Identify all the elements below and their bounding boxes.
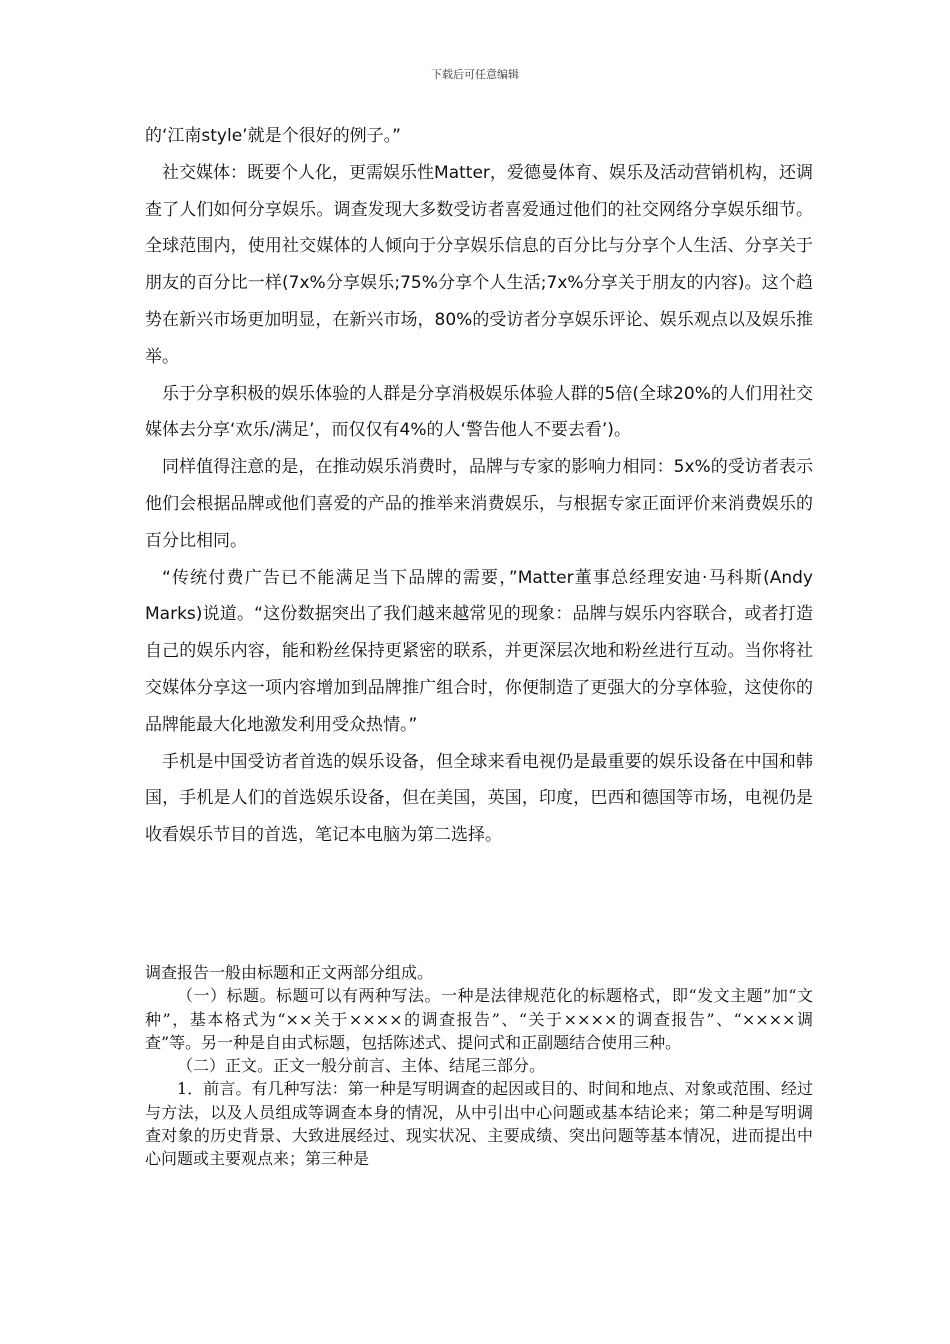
article-body — [145, 118, 813, 854]
paragraph: 乐于分享积极的娱乐体验的人群是分享消极娱乐体验人群的5倍(全球20%的人们用社交媒体去分享‘欢乐/满足’，而仅仅有4%的人‘警告他人不要去看’)。 — [145, 383, 813, 441]
preface-paragraph: 1．前言。有几种写法：第一种是写明调查的起因或目的、时间和地点、对象或范围、经过与方法，以及人员组成等调查本身的情况，从中引出中心问题或基本结论来；第二种是写明调查对象的历史背景、大致进展经过、现实状况、主要成绩、突出问题等基本情况，进而提出中心问题或主要观点来；第三种是 — [145, 1079, 813, 1169]
body-paragraph: （二）正文。正文一般分前言、主体、结尾三部分。 — [177, 1056, 546, 1076]
page-header: 下载后可任意编辑 — [431, 68, 519, 81]
section-intro: 调查报告一般由标题和正文两部分组成。 — [145, 963, 434, 982]
paragraph: 同样值得注意的是，在推动娱乐消费时，品牌与专家的影响力相同：5x%的受访者表示他们会根据品牌或他们喜爱的产品的推举来消费娱乐，与根据专家正面评价来消费娱乐的百分比相同。 — [145, 457, 813, 551]
title-paragraph: （一）标题。标题可以有两种写法。一种是法律规范化的标题格式，即“发文主题”加“文种”，基本格式为“××关于××××的调查报告”、“关于××××的调查报告”、“××××调查”等。另一种是自由式标题，包括陈述式、提问式和正副题结合使用三种。 — [145, 986, 813, 1052]
paragraph: 社交媒体：既要个人化，更需娱乐性Matter，爱德曼体育、娱乐及活动营销机构，还调查了人们如何分享娱乐。调查发现大多数受访者喜爱通过他们的社交网络分享娱乐细节。全球范围内，使用社交媒体的人倾向于分享娱乐信息的百分比与分享个人生活、分享关于朋友的百分比一样(7x%分享娱乐;75%分享个人生活;7x%分享关于朋友的内容)。这个趋势在新兴市场更加明显，在新兴市场，80%的受访者分享娱乐评论、娱乐观点以及娱乐推举。 — [145, 162, 813, 367]
paragraph: “传统付费广告已不能满足当下品牌的需要，”Matter董事总经理安迪·马科斯(Andy Marks)说道。“这份数据突出了我们越来越常见的现象：品牌与娱乐内容联合，或者打造自己的娱乐内容，能和粉丝保持更紧密的联系，并更深层次地和粉丝进行互动。当你将社交媒体分享这一项内容增加到品牌推广组合时，你便制造了更强大的分享体验，这使你的品牌能最大化地激发利用受众热情。” — [145, 567, 813, 735]
paragraph: 手机是中国受访者首选的娱乐设备，但全球来看电视仍是最重要的娱乐设备在中国和韩国，手机是人们的首选娱乐设备，但在美国，英国，印度，巴西和德国等市场，电视仍是收看娱乐节目的首选，笔记本电脑为第二选择。 — [145, 751, 813, 846]
report-structure-section — [145, 961, 813, 1171]
paragraph: 的‘江南style’就是个很好的例子。” — [145, 126, 401, 146]
